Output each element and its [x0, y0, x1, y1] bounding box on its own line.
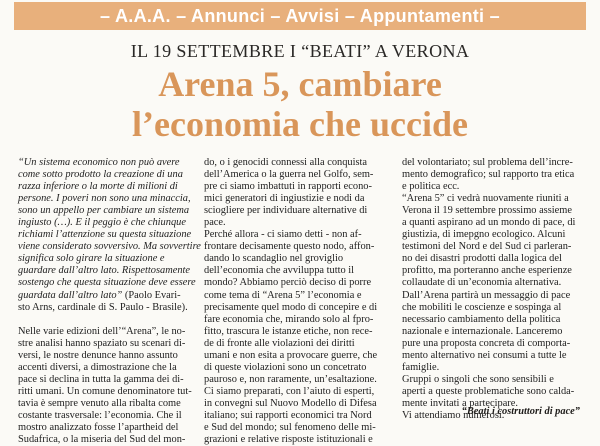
quote-line: guardare dall’altro lato. Rispettosamente — [18, 265, 191, 277]
body-line: pace si declina in tutta la gamma dei di- — [18, 373, 184, 385]
body-line: in convegni sul Nuovo Modello di Difesa — [204, 397, 377, 409]
body-line: dell’America o la guerra nel Golfo, sem- — [204, 169, 374, 181]
body-line: Nelle varie edizioni dell’“Arena”, le no- — [18, 325, 186, 337]
body-line: ritti umani. Un comune denominatore tut- — [18, 385, 192, 397]
quote-line: razza inferiore o la morte di milioni di — [18, 181, 178, 193]
body-line: necessario cambiamento della politica — [402, 313, 561, 325]
quote-block — [18, 157, 201, 314]
quote-line: viene considerato sovversivo. Ma sovvertire — [18, 241, 201, 253]
body-line: mondo? Abbiamo perciò deciso di porre — [204, 277, 372, 289]
body-line: Gruppi o singoli che sono sensibili e — [402, 373, 554, 385]
article-headline — [0, 64, 600, 144]
body-line: Dall’Arena partirà un messaggio di pace — [402, 289, 571, 301]
body-line: umani e non esita a provocare guerre, che — [204, 349, 378, 361]
body-line: italiano; sui rapporti economici tra Nord — [204, 409, 372, 421]
body-line: pace. — [204, 217, 226, 229]
body-line: pauroso e, non raramente, un’esaltazione. — [204, 373, 377, 385]
body-line: a quanti aspirano ad un mondo di pace, di — [402, 217, 576, 229]
quote-line: ingiusto (…). E il peggio è che chiunque — [18, 217, 186, 229]
body-line: come tema di “Arena 5” l’economia e — [204, 289, 362, 301]
body-line: frontare decisamente questo nodo, affon- — [204, 241, 375, 253]
attribution: sto Arns, cardinale di S. Paulo - Brasile). — [18, 301, 188, 313]
body-line: dando lo scandaglio nel groviglio — [204, 253, 344, 265]
body-line: grazioni e relative risposte istituzionali e — [204, 434, 373, 446]
quote-line: richiami l’attenzione su questa situazione — [18, 229, 192, 241]
article-column-2 — [204, 157, 390, 446]
body-line: costante trasversale: l’economia. Che il — [18, 409, 182, 421]
body-line: fitto, trascura le istanze etiche, non rece- — [204, 325, 373, 337]
body-line: famiglie. — [402, 361, 440, 373]
body-line: no dei disastri prodotti dalla logica del — [402, 253, 562, 265]
article-kicker: IL 19 SETTEMBRE I “BEATI” A VERONA — [130, 41, 470, 61]
body-line: mostro analizzato fosse l’apartheid del — [18, 421, 179, 433]
body-line: del volontariato; sul problema dell’incre- — [402, 157, 573, 168]
body-line: mente invitati a partecipare. — [402, 397, 518, 409]
headline-line: l’economia che uccide — [132, 104, 468, 144]
body-line: collaudate di un’economia alternativa. — [402, 277, 562, 289]
body-line: sciogliere per individuare alternative di — [204, 205, 368, 217]
body-line: Sudafrica, o la miseria del Sud del mon- — [18, 434, 186, 446]
quote-line: persone. I poveri non sono una minaccia, — [18, 193, 191, 205]
article-column-1 — [18, 157, 201, 446]
article-signature: “Beati i costruttori di pace” — [461, 406, 580, 417]
body-line: che mobiliti le coscienze e sospinga al — [402, 301, 562, 313]
body-line: testimoni del Nord e del Sud ci parleran- — [402, 241, 572, 253]
body-line: e Sud del mondo; sul fenomeno delle mi- — [204, 422, 376, 434]
body-line: Vi attendiamo numerosi. — [402, 409, 505, 421]
quote-line — [18, 290, 196, 302]
body-line: giustizia, di imepgno ecologico. Alcuni — [402, 229, 566, 241]
quote-line: sono un appello per cambiare un sistema — [18, 205, 190, 217]
headline-line: Arena 5, cambiare — [158, 64, 442, 104]
body-line: “Arena 5” ci vedrà nuovamente riuniti a — [402, 193, 569, 205]
attribution-start: (Paolo Evari- — [122, 289, 181, 301]
quote-line: significa solo girare la situazione e — [18, 253, 165, 265]
body-line: versi, le nostre denunce hanno assunto — [18, 349, 178, 361]
body-line: Ci siamo preparati, con l’aiuto di esperti, — [204, 385, 375, 397]
body-line: stre analisi hanno spaziato su scenari di- — [18, 337, 186, 349]
body-line: profitto, ma porteranno anche esperienze — [402, 265, 572, 277]
body-line: tavia è sempre venuto alla ribalta come — [18, 397, 181, 409]
body-line: precisamente quel modo di concepire e di — [204, 301, 378, 313]
body-line: Perché allora - ci siamo detti - non af- — [204, 229, 362, 241]
quote-line: sostengo che questa situazione deve essere — [18, 277, 196, 289]
body-line: do, o i genocidi connessi alla conquista — [204, 157, 368, 168]
body-line: di queste violazioni sono un concetrato — [204, 361, 367, 373]
body-line: mento alternativo nei consumi a tutte le — [402, 349, 567, 361]
body-line: e politica ecc. — [402, 181, 460, 193]
section-banner: – A.A.A. – Annunci – Avvisi – Appuntamenti – — [14, 2, 586, 30]
article-column-3 — [402, 157, 582, 422]
body-line: nazionale e internazionale. Lanceremo — [402, 325, 563, 337]
body-line: aperti a queste problematiche sono calda- — [402, 385, 575, 397]
body-text — [18, 326, 196, 446]
quote-line: “Un sistema economico non può avere — [18, 157, 180, 168]
body-line: dell’economia che avviluppa tutto il — [204, 265, 355, 277]
body-line: Verona il 19 settembre prossimo assieme — [402, 205, 572, 217]
body-line: mici generatori di ingiustizie e nodi da — [204, 193, 365, 205]
body-line: fare economia che, mirando solo al fpro- — [204, 313, 374, 325]
quote-end: guardata dall’altro lato” — [18, 289, 123, 301]
body-line: de di fronte alle violazioni dei diritti — [204, 337, 355, 349]
body-line: pure una proposta concreta di comporta- — [402, 337, 571, 349]
body-line: mento demografico; sul rapporto tra etica — [402, 169, 575, 181]
quote-line: come sotto prodotto la creazione di una — [18, 169, 183, 181]
body-line: accenti diversi, a dimostrazione che la — [18, 361, 177, 373]
body-line: pre ci siamo imbattuti in rapporti econo- — [204, 181, 372, 193]
